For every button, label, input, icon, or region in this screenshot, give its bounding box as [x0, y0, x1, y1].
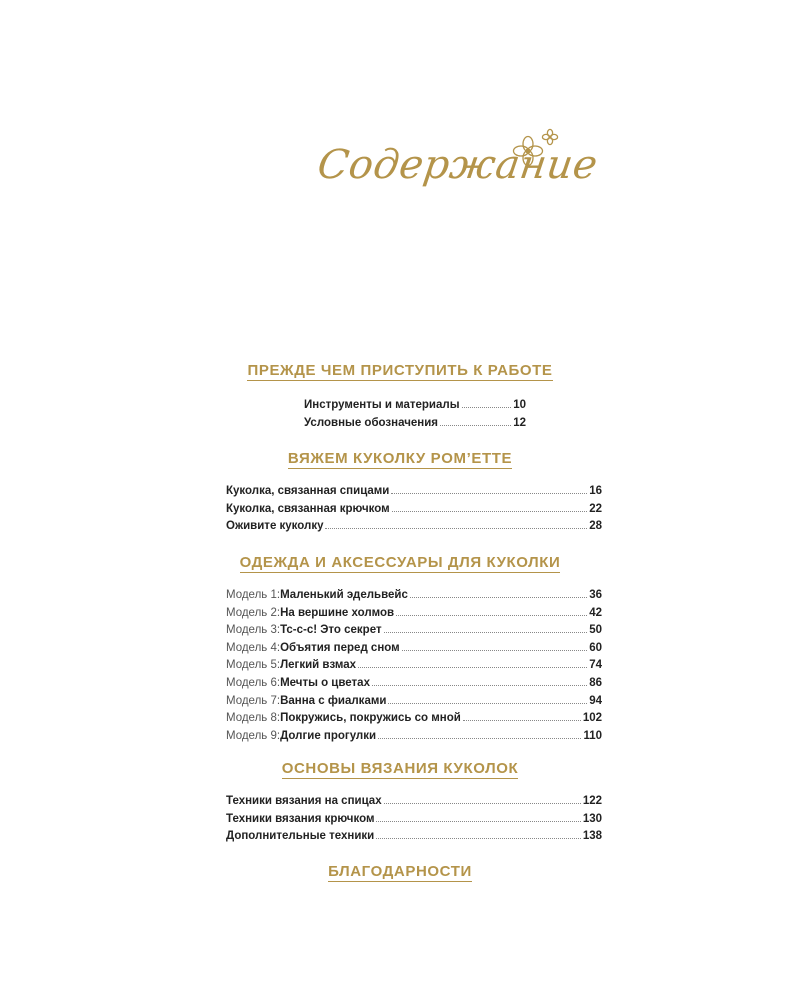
toc-entry[interactable]: Куколка, связанная крючком 22 — [226, 502, 602, 515]
toc-entry[interactable]: Модель 1: Маленький эдельвейс 36 — [226, 589, 602, 601]
dot-leader — [384, 632, 588, 633]
toc-entry[interactable]: Условные обозначения 12 — [304, 416, 526, 429]
toc-list-before-start — [304, 399, 526, 434]
toc-entry[interactable]: Модель 2: На вершине холмов 42 — [226, 606, 602, 619]
dot-leader — [325, 528, 587, 529]
dot-leader — [372, 685, 587, 686]
section-title-basics: ОСНОВЫ ВЯЗАНИЯ КУКОЛОК — [281, 760, 519, 777]
section-title-before-start: ПРЕЖДЕ ЧЕМ ПРИСТУПИТЬ К РАБОТЕ — [247, 362, 553, 379]
dot-leader — [392, 511, 588, 512]
dot-leader — [384, 803, 581, 804]
page-title: Содержание — [314, 142, 601, 188]
dot-leader — [410, 597, 587, 598]
toc-entry[interactable]: Дополнительные техники 138 — [226, 830, 602, 843]
toc-list-basics — [226, 795, 602, 848]
dot-leader — [358, 667, 587, 668]
dot-leader — [396, 615, 587, 616]
dot-leader — [391, 493, 587, 494]
dot-leader — [376, 821, 580, 822]
flower-ornament-icon — [508, 124, 568, 176]
toc-entry[interactable]: Оживите куколку 28 — [226, 520, 602, 533]
dot-leader — [463, 720, 581, 721]
toc-entry[interactable]: Инструменты и материалы 10 — [304, 399, 526, 411]
toc-entry[interactable]: Модель 9: Долгие прогулки 110 — [226, 729, 602, 742]
toc-entry[interactable]: Модель 4: Объятия перед сном 60 — [226, 641, 602, 654]
toc-entry[interactable]: Модель 6: Мечты о цветах 86 — [226, 676, 602, 689]
dot-leader — [462, 407, 512, 408]
section-title-acknowledgements[interactable]: БЛАГОДАРНОСТИ — [328, 863, 472, 880]
toc-entry[interactable]: Модель 7: Ванна с фиалками 94 — [226, 694, 602, 707]
dot-leader — [402, 650, 588, 651]
dot-leader — [388, 703, 587, 704]
section-title-clothes: ОДЕЖДА И АКСЕССУАРЫ ДЛЯ КУКОЛКИ — [239, 554, 561, 571]
toc-entry[interactable]: Модель 3: Тс-с-с! Это секрет 50 — [226, 624, 602, 637]
toc-entry[interactable]: Куколка, связанная спицами 16 — [226, 485, 602, 497]
toc-entry[interactable]: Техники вязания крючком 130 — [226, 812, 602, 825]
dot-leader — [376, 838, 581, 839]
toc-entry[interactable]: Модель 8: Покружись, покружись со мной 102 — [226, 712, 602, 725]
toc-list-knit-doll — [226, 485, 602, 538]
toc-list-clothes — [226, 589, 602, 747]
section-title-knit-doll: ВЯЖЕМ КУКОЛКУ POM’ETTE — [287, 450, 513, 467]
toc-entry[interactable]: Техники вязания на спицах 122 — [226, 795, 602, 807]
dot-leader — [440, 425, 511, 426]
dot-leader — [378, 738, 581, 739]
toc-entry[interactable]: Модель 5: Легкий взмах 74 — [226, 659, 602, 672]
